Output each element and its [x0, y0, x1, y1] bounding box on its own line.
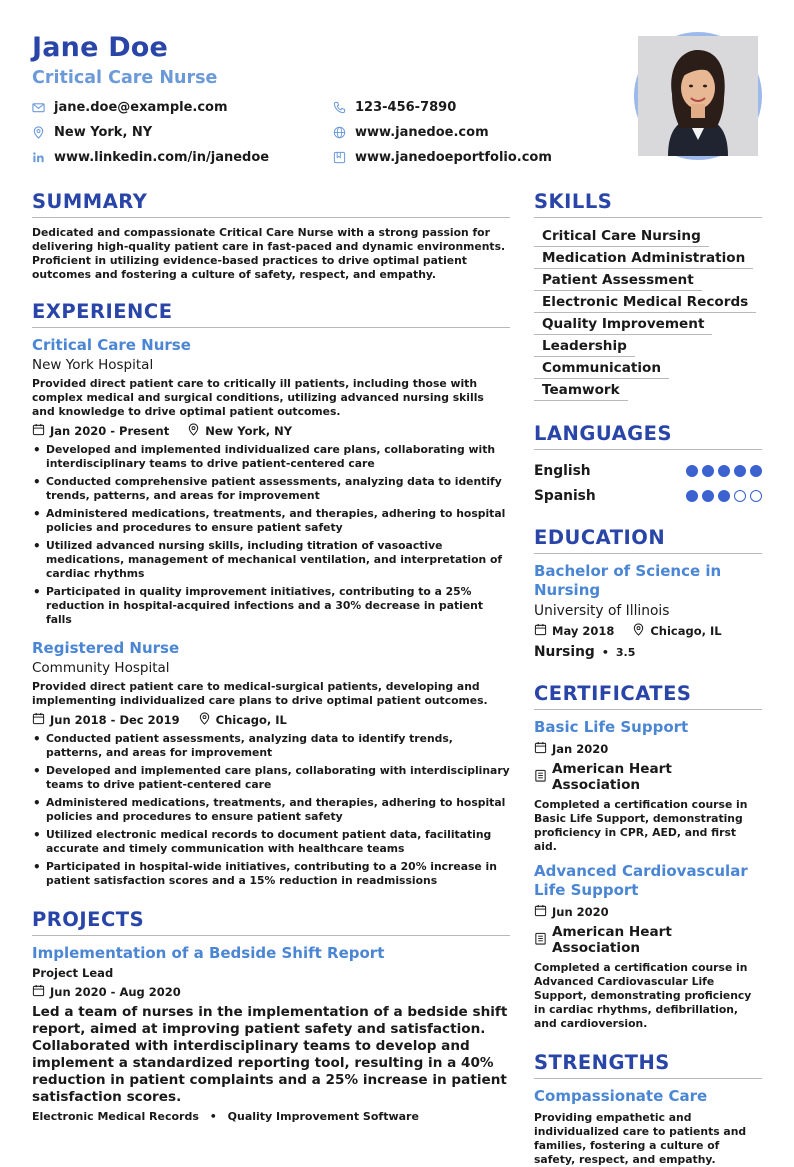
- certificate-date: Jun 2020: [552, 905, 609, 919]
- education-item: [534, 562, 762, 660]
- experience-item: [32, 639, 510, 888]
- experience-heading: EXPERIENCE: [32, 300, 510, 328]
- contact-website[interactable]: [333, 125, 489, 140]
- calendar-icon: [534, 741, 552, 757]
- institution-icon: [534, 769, 552, 786]
- level-dot-filled: [686, 465, 698, 477]
- job-bullet: • Participated in hospital-wide initiatives, contributing to a 20% increase in patient satisfaction scores and a 15% reduction in readmissions: [32, 860, 510, 888]
- certificate-desc: Completed a certification course in Advanced Cardiovascular Life Support, demonstrating proficiency in cardiac rhythms, defibrillation, and cardioversion.: [534, 961, 752, 1030]
- education-location: Chicago, IL: [650, 624, 722, 638]
- calendar-icon: [32, 984, 50, 1000]
- portfolio-text: www.janedoeportfolio.com: [355, 150, 552, 165]
- phone-text: 123-456-7890: [355, 100, 457, 115]
- phone-icon: [333, 101, 355, 114]
- location-text: New York, NY: [54, 125, 153, 140]
- job-dates: Jun 2018 - Dec 2019: [50, 713, 180, 727]
- certificate-name: Basic Life Support: [534, 718, 689, 736]
- job-employer: Community Hospital: [32, 660, 170, 676]
- certificate-issuer: [534, 761, 762, 793]
- job-bullet: • Utilized advanced nursing skills, including titration of vasoactive medications, management of mechanical ventilation, and interpretation of cardiac rhythms: [32, 539, 510, 581]
- project-role: Project Lead: [32, 966, 114, 980]
- skill-tag: Critical Care Nursing: [534, 226, 709, 247]
- location-pin-icon: [32, 126, 54, 139]
- right-column: [534, 190, 762, 1167]
- job-bullet: • Conducted patient assessments, analyzing data to identify trends, patterns, and areas for improvement: [32, 732, 510, 760]
- left-column: [32, 190, 510, 1123]
- certificate-org: American Heart Association: [552, 924, 672, 956]
- education-heading: EDUCATION: [534, 526, 762, 554]
- skill-tag: Leadership: [534, 336, 635, 357]
- globe-icon: [333, 126, 355, 139]
- job-bullet: • Conducted comprehensive patient assessments, analyzing data to identify trends, patterns, and areas for improvement: [32, 475, 510, 503]
- job-location: Chicago, IL: [215, 713, 287, 727]
- languages-list: [534, 458, 762, 508]
- job-employer: New York Hospital: [32, 357, 154, 373]
- contact-phone[interactable]: [333, 100, 456, 115]
- job-title: Critical Care Nurse: [32, 336, 191, 354]
- education-field-row: [534, 644, 762, 660]
- summary-text: Dedicated and compassionate Critical Care Nurse with a strong passion for delivering high-quality patient care in fast-paced and dynamic environments. Proficient in utilizing evidence-based practices to drive optimal patient outcomes and fostering a culture of safety, respect, and empathy.: [32, 226, 506, 281]
- job-description: Provided direct patient care to critically ill patients, including those with complex medical and surgical conditions, utilizing advanced nursing skills and knowledge to drive optimal patient outcomes.: [32, 377, 484, 418]
- strength-item: [534, 1087, 762, 1167]
- level-dot-empty: [750, 490, 762, 502]
- language-name: Spanish: [534, 487, 596, 504]
- profile-photo: [634, 32, 762, 160]
- contact-email[interactable]: [32, 100, 228, 115]
- resume-role: Critical Care Nurse: [32, 68, 218, 88]
- level-dot-filled: [702, 465, 714, 477]
- project-tool: Electronic Medical Records: [32, 1110, 199, 1123]
- job-bullets: [32, 732, 510, 888]
- languages-heading: LANGUAGES: [534, 422, 762, 450]
- experience-item: [32, 336, 510, 627]
- calendar-icon: [32, 712, 50, 728]
- skill-tag: Medication Administration: [534, 248, 753, 269]
- language-item: [534, 458, 762, 483]
- education-meta: [534, 623, 762, 639]
- job-description: Provided direct patient care to medical-surgical patients, developing and implementing individualized care plans to drive optimal patient outcomes.: [32, 680, 488, 707]
- language-level: [686, 490, 762, 502]
- skill-tag: Patient Assessment: [534, 270, 702, 291]
- job-location: New York, NY: [205, 424, 293, 438]
- certificates-heading: CERTIFICATES: [534, 682, 762, 710]
- education-date: May 2018: [552, 624, 615, 638]
- linkedin-text: www.linkedin.com/in/janedoe: [54, 150, 270, 165]
- project-dates: Jun 2020 - Aug 2020: [50, 985, 181, 999]
- project-tool: Quality Improvement Software: [227, 1110, 419, 1123]
- level-dot-filled: [718, 465, 730, 477]
- project-meta: [32, 984, 510, 1000]
- email-text: jane.doe@example.com: [54, 100, 228, 115]
- skill-tag: Communication: [534, 358, 669, 379]
- job-bullet: • Developed and implemented care plans, collaborating with interdisciplinary teams to drive patient-centered care: [32, 764, 510, 792]
- strengths-heading: STRENGTHS: [534, 1051, 762, 1079]
- job-bullet: • Participated in quality improvement initiatives, contributing to a 25% reduction in hospital-acquired infections and a 30% decrease in patient falls: [32, 585, 510, 627]
- mail-icon: [32, 101, 54, 114]
- contact-portfolio[interactable]: [333, 150, 552, 165]
- project-tools: [32, 1110, 510, 1123]
- location-pin-icon: [187, 423, 205, 439]
- education-field: Nursing: [534, 644, 595, 660]
- portfolio-icon: [333, 151, 355, 164]
- project-name: Implementation of a Bedside Shift Report: [32, 944, 385, 962]
- level-dot-filled: [702, 490, 714, 502]
- calendar-icon: [534, 904, 552, 920]
- project-item: [32, 944, 510, 1123]
- job-meta: [32, 712, 510, 728]
- website-text: www.janedoe.com: [355, 125, 489, 140]
- field-separator: •: [601, 646, 609, 659]
- contact-linkedin[interactable]: [32, 150, 269, 165]
- language-item: [534, 483, 762, 508]
- education-gpa: 3.5: [615, 646, 636, 659]
- certificate-item: [534, 718, 762, 854]
- certificate-name: Advanced Cardiovascular Life Support: [534, 862, 748, 899]
- resume-name: Jane Doe: [32, 32, 169, 63]
- certificate-meta: [534, 904, 762, 920]
- level-dot-filled: [718, 490, 730, 502]
- skill-tag: Electronic Medical Records: [534, 292, 756, 313]
- calendar-icon: [32, 423, 50, 439]
- projects-heading: PROJECTS: [32, 908, 510, 936]
- contact-location: [32, 125, 152, 140]
- certificate-issuer: [534, 924, 762, 956]
- job-meta: [32, 423, 510, 439]
- summary-heading: SUMMARY: [32, 190, 510, 218]
- school-name: University of Illinois: [534, 603, 670, 619]
- job-bullet: • Developed and implemented individualized care plans, collaborating with interdisciplinary teams to drive patient-centered care: [32, 443, 510, 471]
- skill-tag: Quality Improvement: [534, 314, 712, 335]
- calendar-icon: [534, 623, 552, 639]
- certificate-org: American Heart Association: [552, 761, 672, 793]
- job-bullets: [32, 443, 510, 627]
- job-title: Registered Nurse: [32, 639, 180, 657]
- level-dot-filled: [686, 490, 698, 502]
- job-bullet: • Utilized electronic medical records to document patient data, facilitating accurate and timely communication with healthcare teams: [32, 828, 510, 856]
- skills-list: [534, 226, 762, 402]
- certificate-item: [534, 862, 762, 1031]
- skills-heading: SKILLS: [534, 190, 762, 218]
- certificate-meta: [534, 741, 762, 757]
- location-pin-icon: [198, 712, 216, 728]
- degree-name: Bachelor of Science in Nursing: [534, 562, 722, 599]
- level-dot-empty: [734, 490, 746, 502]
- strength-desc: Providing empathetic and individualized care to patients and families, fostering a culture of safety, respect, and empathy.: [534, 1111, 747, 1166]
- certificate-date: Jan 2020: [552, 742, 609, 756]
- certificate-desc: Completed a certification course in Basic Life Support, demonstrating proficiency in CPR, AED, and first aid.: [534, 798, 748, 853]
- institution-icon: [534, 932, 552, 949]
- strength-name: Compassionate Care: [534, 1087, 708, 1105]
- linkedin-icon: [32, 151, 54, 164]
- project-description: Led a team of nurses in the implementation of a bedside shift report, aimed at improving patient safety and satisfaction. Collaborated with interdisciplinary teams to develop and implement a standardized reporting tool, resulting in a 40% reduction in patient complaints and a 25% increase in patient satisfaction scores.: [32, 1004, 508, 1105]
- level-dot-filled: [750, 465, 762, 477]
- job-dates: Jan 2020 - Present: [50, 424, 170, 438]
- skill-tag: Teamwork: [534, 380, 628, 401]
- job-bullet: • Administered medications, treatments, and therapies, adhering to hospital policies and procedures to ensure patient safety: [32, 796, 510, 824]
- language-name: English: [534, 462, 591, 479]
- language-level: [686, 465, 762, 477]
- location-pin-icon: [632, 623, 650, 639]
- level-dot-filled: [734, 465, 746, 477]
- tool-separator: •: [209, 1110, 217, 1123]
- job-bullet: • Administered medications, treatments, and therapies, adhering to hospital policies and procedures to ensure patient safety: [32, 507, 510, 535]
